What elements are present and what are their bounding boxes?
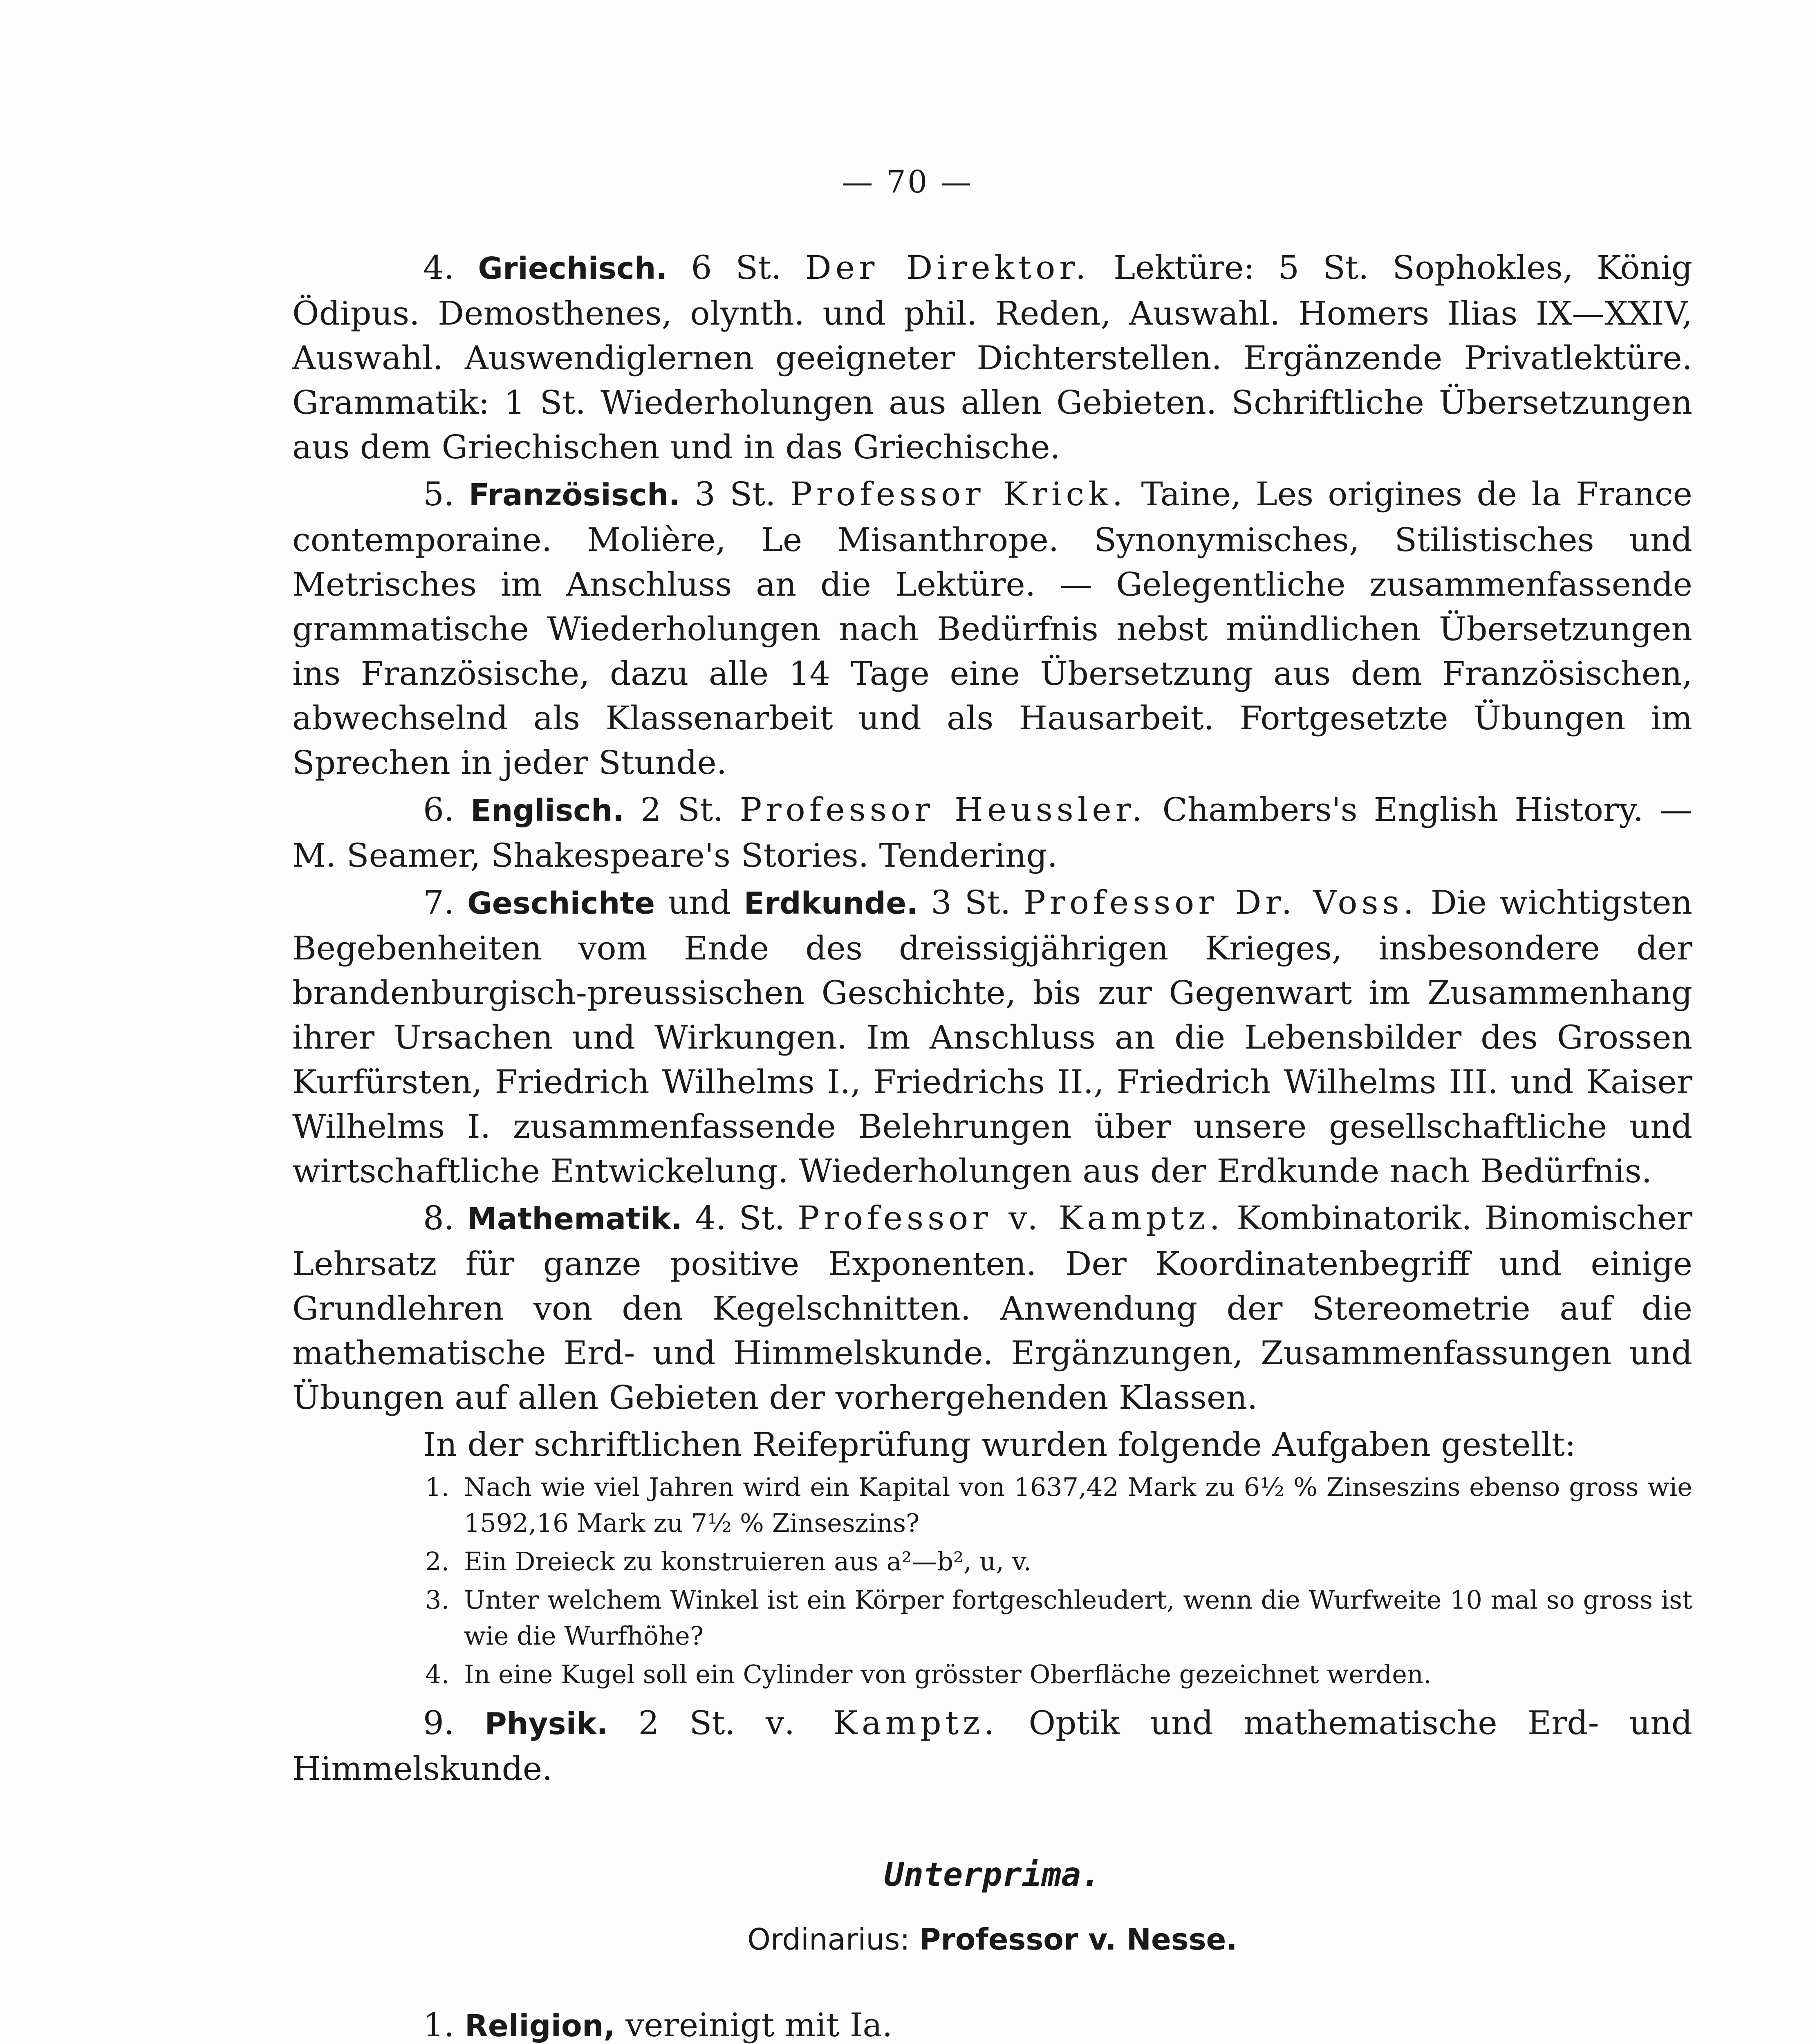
item-number: 4. [423, 249, 455, 287]
item-number: 1. [423, 2006, 455, 2044]
paragraph-griechisch [292, 245, 1692, 469]
task-number: 3. [425, 1585, 450, 1615]
paragraph-geschichte [292, 880, 1692, 1193]
paragraph-text: Kombinatorik. Binomischer Lehrsatz für ganze positive Exponenten. Der Koordinatenbegriff und einige Grundlehren von den Kegelschnitten. Anwendung der Stereometrie auf die mathematische Erd- und Himmelskunde. Ergänzungen, Zusammenfassungen und Übungen auf allen Gebieten der vorhergehenden Klassen. [292, 1199, 1693, 1416]
task-number: 4. [425, 1659, 450, 1689]
teacher-name: v. Kamptz. [765, 1704, 999, 1742]
paragraph-franzoesisch [292, 472, 1692, 785]
paragraph-mathematik [292, 1196, 1692, 1420]
task-text: Unter welchem Winkel ist ein Körper fortgeschleudert, wenn die Wurfweite 10 mal so gross ist wie die Wurfhöhe? [464, 1585, 1692, 1651]
hours: 3 St. [931, 883, 1011, 921]
subject-title: Englisch. [471, 793, 624, 828]
paragraph-text: Taine, Les origines de la France contemporaine. Molière, Le Misanthrope. Synonymisches, Stilistisches und Metrisches im Anschluss an die Lektüre. — Gelegentliche zusammenfassende grammatische Wiederholungen nach Bedürfnis nebst mündlichen Übersetzungen ins Französische, dazu alle 14 Tage eine Übersetzung aus dem Französischen, abwechselnd als Klassenarbeit und als Hausarbeit. Fortgesetzte Übungen im Sprechen in jeder Stunde. [292, 475, 1693, 782]
exam-task [292, 1544, 1692, 1580]
subject-title: Mathematik. [467, 1201, 683, 1237]
paragraph-englisch [292, 787, 1692, 878]
ordinarius-label: Ordinarius: [747, 1922, 910, 1957]
teacher-name: Professor Dr. Voss. [1023, 883, 1418, 921]
hours: 2 St. [638, 1704, 735, 1742]
ordinarius-line [292, 1917, 1692, 1962]
item-number: 9. [423, 1704, 455, 1742]
exam-task [292, 1656, 1692, 1692]
teacher-name: Professor v. Kamptz. [797, 1199, 1224, 1237]
teacher-name: Professor Krick. [790, 475, 1127, 513]
reifepruefung-intro: In der schriftlichen Reifeprüfung wurden folgende Aufgaben gestellt: [423, 1425, 1576, 1464]
subject-title: Religion, [464, 2008, 615, 2044]
exam-task [292, 1469, 1692, 1541]
hours: 4. St. [695, 1199, 785, 1237]
document-body [292, 245, 1692, 2044]
subject-title-second: Erdkunde. [744, 886, 918, 921]
hours: 6 St. [691, 249, 782, 287]
exam-task [292, 1582, 1692, 1654]
exam-task-list [292, 1469, 1692, 1692]
paragraph-text: Lektüre: 5 St. Sophokles, König Ödipus. Demosthenes, olynth. und phil. Reden, Auswahl. Homers Ilias IX—XXIV, Auswahl. Auswendiglernen geeigneter Dichterstellen. Ergänzende Privatlektüre. Grammatik: 1 St. Wiederholungen aus allen Gebieten. Schriftliche Übersetzungen aus dem Griechischen und in das Griechische. [292, 249, 1693, 466]
paragraph-text: vereinigt mit Ia. [625, 2006, 893, 2044]
hours: 2 St. [640, 791, 724, 829]
item-number: 7. [423, 883, 455, 921]
hours: 3 St. [694, 475, 776, 513]
ordinarius-name: Professor v. Nesse. [919, 1922, 1237, 1957]
paragraph-religion [292, 2003, 1692, 2044]
item-number: 6. [423, 791, 455, 829]
page-number: — 70 — [842, 164, 973, 200]
section-heading-unterprima: Unterprima. [884, 1856, 1101, 1894]
teacher-name: Professor Heussler. [739, 791, 1146, 829]
task-number: 1. [425, 1472, 450, 1502]
subject-title: Physik. [484, 1706, 608, 1741]
paragraph-text: Optik und mathematische Erd- und Himmelskunde. [292, 1704, 1692, 1788]
subject-title: Französisch. [468, 477, 680, 513]
task-text: In eine Kugel soll ein Cylinder von grösster Oberfläche gezeichnet werden. [464, 1659, 1432, 1689]
task-number: 2. [425, 1546, 450, 1576]
paragraph-physik [292, 1701, 1692, 1791]
subject-connector: und [668, 883, 731, 921]
subject-title: Griechisch. [478, 251, 668, 286]
paragraph-text: Die wichtigsten Begebenheiten vom Ende des dreissigjährigen Krieges, insbesondere der brandenburgisch-preussischen Geschichte, bis zur Gegenwart im Zusammenhang ihrer Ursachen und Wirkungen. Im Anschluss an die Lebensbilder des Grossen Kurfürsten, Friedrich Wilhelms I., Friedrichs II., Friedrich Wilhelms III. und Kaiser Wilhelms I. zusammenfassende Belehrungen über unsere gesellschaftliche und wirtschaftliche Entwickelung. Wiederholungen aus der Erdkunde nach Bedürfnis. [292, 883, 1692, 1190]
paragraph-text: Chambers's English History. — M. Seamer, Shakespeare's Stories. Tendering. [292, 791, 1692, 874]
task-text: Nach wie viel Jahren wird ein Kapital von 1637,42 Mark zu 6½ % Zinseszins ebenso gross wie 1592,16 Mark zu 7½ % Zinseszins? [464, 1472, 1692, 1538]
item-number: 5. [423, 475, 455, 513]
item-number: 8. [423, 1199, 455, 1237]
teacher-name: Der Direktor. [805, 249, 1090, 287]
subject-title: Geschichte [467, 886, 655, 921]
task-text: Ein Dreieck zu konstruieren aus a²—b², u, v. [464, 1546, 1032, 1576]
